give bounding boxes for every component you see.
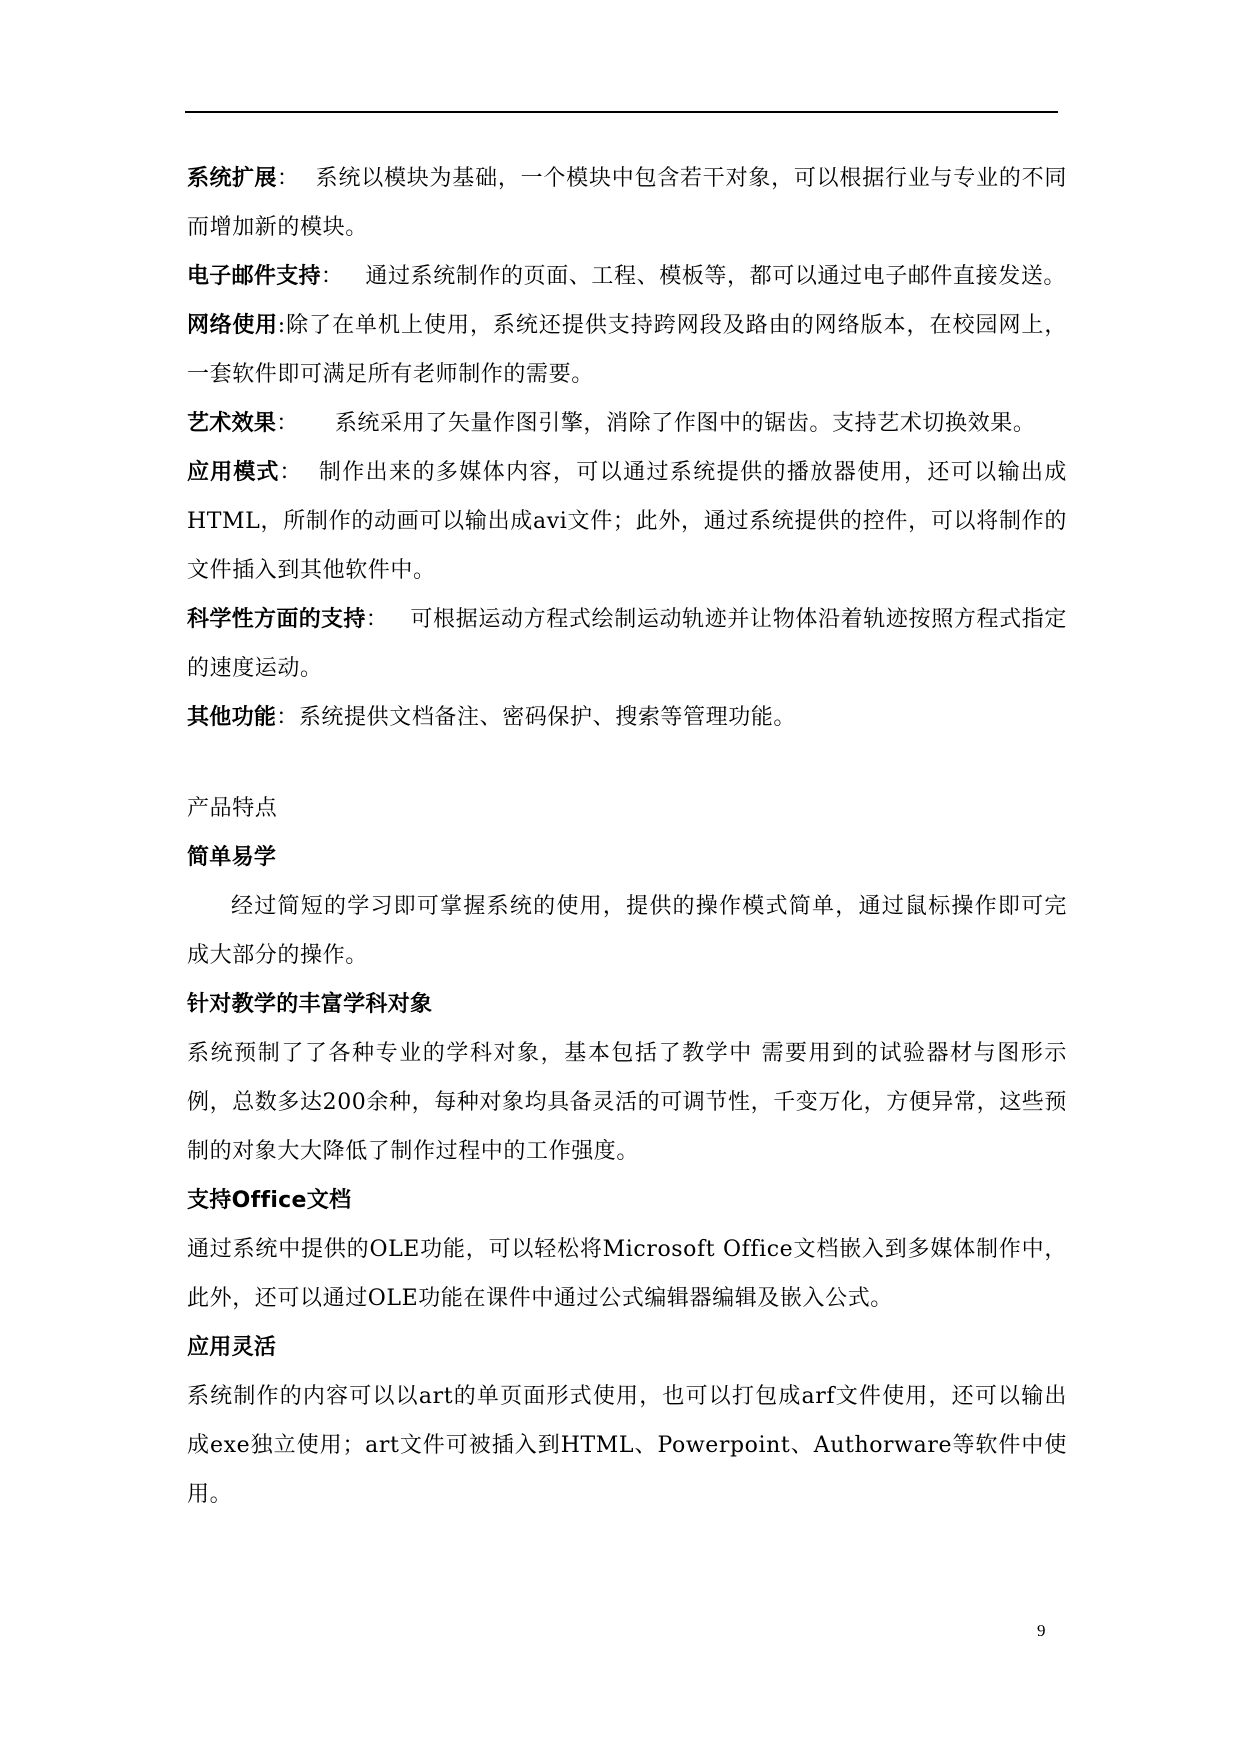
feature-text: 系统采用了矢量作图引擎，消除了作图中的锯齿。支持艺术切换效果。 xyxy=(334,411,1036,436)
feature-label: 系统扩展 xyxy=(187,166,277,191)
feature-paragraph-system-extension xyxy=(187,154,1067,252)
product-feature-heading: 简单易学 xyxy=(187,845,277,870)
product-feature-heading: 支持Office文档 xyxy=(187,1188,352,1213)
feature-paragraph-email-support xyxy=(187,252,1067,301)
feature-paragraph-other-functions xyxy=(187,693,1067,742)
feature-text: 可根据运动方程式绘制运动轨迹并让物体沿着轨迹按照方程式指定的速度运动。 xyxy=(187,607,1068,681)
feature-separator: ： xyxy=(279,460,303,485)
feature-text: 系统提供文档备注、密码保护、搜索等管理功能。 xyxy=(298,705,797,730)
feature-text: 除了在单机上使用，系统还提供支持跨网段及路由的网络版本，在校园网上，一套软件即可满足所有老师制作的需要。 xyxy=(187,313,1067,387)
product-feature-heading: 应用灵活 xyxy=(187,1335,277,1360)
feature-label: 其他功能 xyxy=(187,705,277,730)
feature-separator: ： xyxy=(320,264,344,289)
product-feature-heading: 针对教学的丰富学科对象 xyxy=(187,992,433,1017)
feature-separator: ： xyxy=(276,705,299,730)
feature-label: 网络使用 xyxy=(187,313,278,338)
product-feature-text: 经过简短的学习即可掌握系统的使用，提供的操作模式简单，通过鼠标操作即可完成大部分的操作。 xyxy=(187,894,1067,968)
feature-separator: : xyxy=(277,313,286,338)
product-feature-text: 系统预制了了各种专业的学科对象，基本包括了教学中 需要用到的试验器材与图形示例，总数多达200余种，每种对象均具备灵活的可调节性，千变万化，方便异常，这些预制的对象大大降低了制作过程中的工作强度。 xyxy=(187,1041,1067,1164)
feature-separator: ： xyxy=(276,411,299,436)
feature-separator: ： xyxy=(365,607,389,632)
feature-separator: ： xyxy=(276,166,300,191)
feature-paragraph-network-use xyxy=(187,301,1067,399)
feature-label: 艺术效果 xyxy=(187,411,277,436)
feature-paragraph-application-mode xyxy=(187,448,1067,595)
feature-label: 科学性方面的支持 xyxy=(187,607,366,632)
feature-paragraph-art-effects xyxy=(187,399,1067,448)
feature-text: 通过系统制作的页面、工程、模板等，都可以通过电子邮件直接发送。 xyxy=(365,264,1067,289)
document-body xyxy=(187,154,1067,1519)
feature-text: 系统以模块为基础，一个模块中包含若干对象，可以根据行业与专业的不同而增加新的模块。 xyxy=(187,166,1067,240)
feature-label: 电子邮件支持 xyxy=(187,264,321,289)
feature-label: 应用模式 xyxy=(187,460,280,485)
feature-text: 制作出来的多媒体内容，可以通过系统提供的播放器使用，还可以输出成HTML，所制作的动画可以输出成avi文件；此外，通过系统提供的控件，可以将制作的文件插入到其他软件中。 xyxy=(187,460,1067,583)
product-feature-text: 通过系统中提供的OLE功能，可以轻松将Microsoft Office文档嵌入到多媒体制作中，此外，还可以通过OLE功能在课件中通过公式编辑器编辑及嵌入公式。 xyxy=(187,1237,1067,1311)
feature-paragraph-science-support xyxy=(187,595,1067,693)
page-number: 9 xyxy=(1037,1621,1046,1640)
header-rule xyxy=(185,111,1058,113)
product-feature-text: 系统制作的内容可以以art的单页面形式使用，也可以打包成arf文件使用，还可以输出成exe独立使用；art文件可被插入到HTML、Powerpoint、Authorware等软件中使用。 xyxy=(187,1384,1067,1507)
product-features-title: 产品特点 xyxy=(187,796,278,821)
